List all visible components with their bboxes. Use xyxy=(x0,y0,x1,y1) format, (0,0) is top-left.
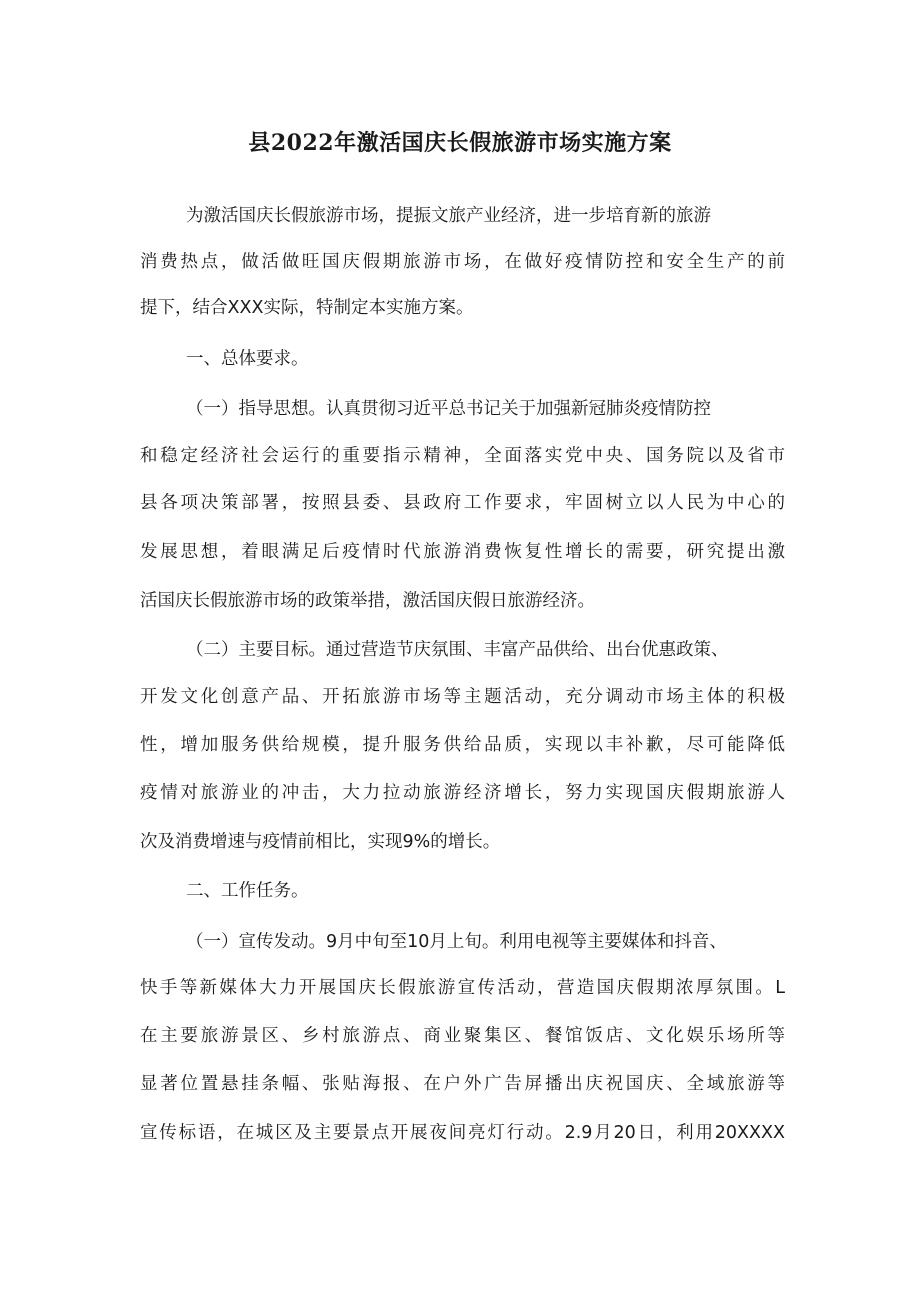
paragraph-line: 为激活国庆长假旅游市场，提振文旅产业经济，进一步培育新的旅游 xyxy=(186,206,711,226)
paragraph-line: 宣传标语，在城区及主要景点开展夜间亮灯行动。2.9月20日，利用20XXXX xyxy=(140,1123,785,1143)
section-heading: 二、工作任务。 xyxy=(186,881,309,901)
paragraph-line: 显著位置悬挂条幅、张贴海报、在户外广告屏播出庆祝国庆、全域旅游等 xyxy=(140,1074,785,1094)
paragraph-line: （一）指导思想。认真贯彻习近平总书记关于加强新冠肺炎疫情防控 xyxy=(186,399,711,419)
paragraph-line: 发展思想，着眼满足后疫情时代旅游消费恢复性增长的需要，研究提出激 xyxy=(140,542,785,562)
paragraph-line: 消费热点，做活做旺国庆假期旅游市场，在做好疫情防控和安全生产的前 xyxy=(140,252,785,272)
paragraph-line: 开发文化创意产品、开拓旅游市场等主题活动，充分调动市场主体的积极 xyxy=(140,687,785,707)
paragraph-line: 快手等新媒体大力开展国庆长假旅游宣传活动，营造国庆假期浓厚氛围。L xyxy=(140,978,785,998)
paragraph-line: 提下，结合XXX实际，特制定本实施方案。 xyxy=(140,298,474,318)
paragraph-line: 性，增加服务供给规模，提升服务供给品质，实现以丰补歉，尽可能降低 xyxy=(140,735,785,755)
paragraph-line: 次及消费增速与疫情前相比，实现9%的增长。 xyxy=(140,832,501,852)
paragraph-line: 县各项决策部署，按照县委、县政府工作要求，牢固树立以人民为中心的 xyxy=(140,493,785,513)
paragraph-line: 和稳定经济社会运行的重要指示精神，全面落实党中央、国务院以及省市 xyxy=(140,446,785,466)
section-heading: 一、总体要求。 xyxy=(186,349,309,369)
paragraph-line: 在主要旅游景区、乡村旅游点、商业聚集区、餐馆饭店、文化娱乐场所等 xyxy=(140,1026,785,1046)
paragraph-line: （二）主要目标。通过营造节庆氛围、丰富产品供给、出台优惠政策、 xyxy=(186,640,729,660)
document-title: 县2022年激活国庆长假旅游市场实施方案 xyxy=(248,130,672,156)
paragraph-line: （一）宣传发动。9月中旬至10月上旬。利用电视等主要媒体和抖音、 xyxy=(186,932,727,952)
paragraph-line: 疫情对旅游业的冲击，大力拉动旅游经济增长，努力实现国庆假期旅游人 xyxy=(140,783,785,803)
paragraph-line: 活国庆长假旅游市场的政策举措，激活国庆假日旅游经济。 xyxy=(140,591,595,611)
